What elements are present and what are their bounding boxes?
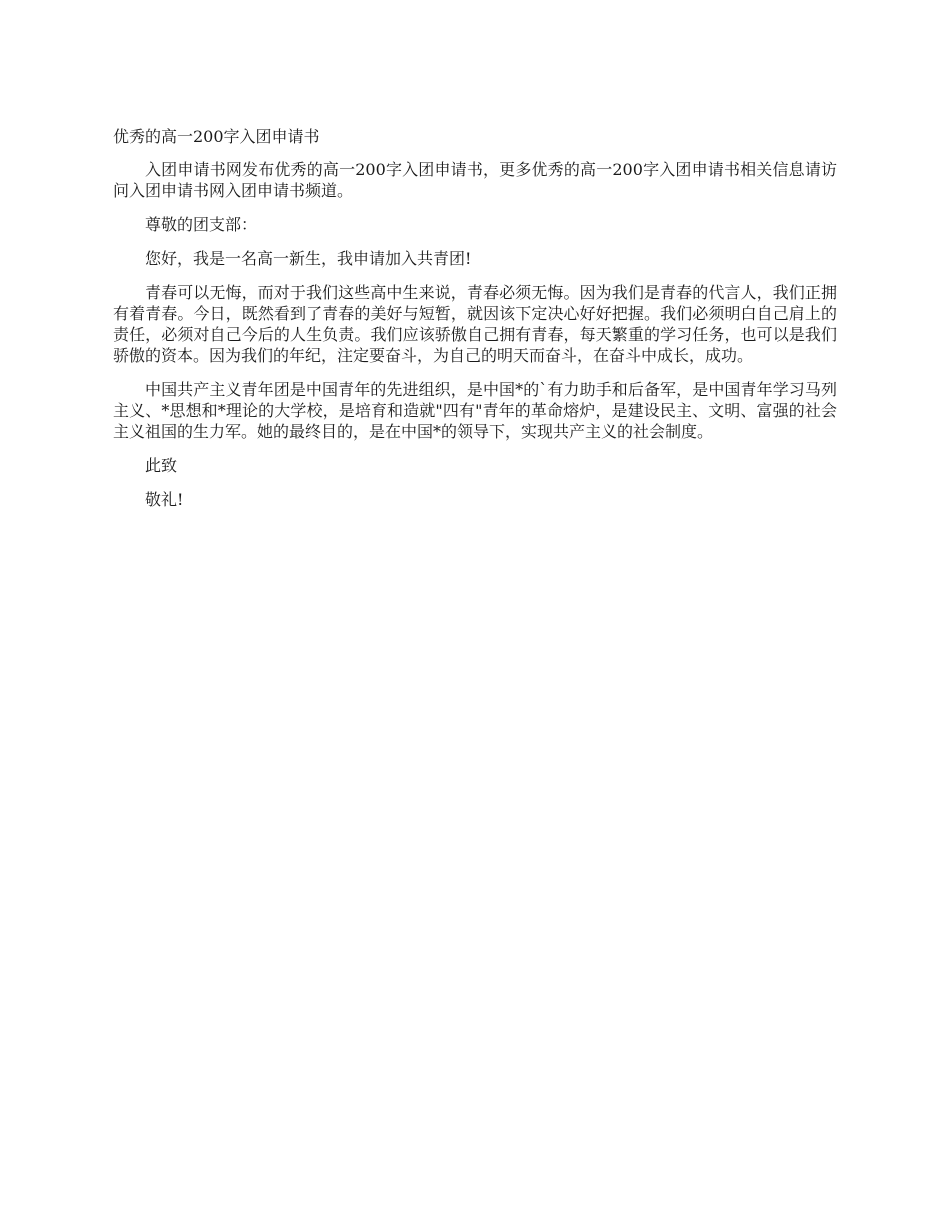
- closing-line: 此致: [145, 456, 178, 475]
- body-paragraph-league: 中国共产主义青年团是中国青年的先进组织，是中国*的`有力助手和后备军，是中国青年学习马列主义、*思想和*理论的大学校，是培育和造就"四有"青年的革命熔炉，是建设民主、文明、富强的社会主义祖国的生力军。她的最终目的，是在中国*的领导下，实现共产主义的社会制度。: [113, 380, 837, 441]
- closing-regards: 敬礼!: [145, 490, 184, 509]
- salutation: 尊敬的团支部：: [145, 215, 258, 234]
- intro-paragraph: 入团申请书网发布优秀的高一200字入团申请书，更多优秀的高一200字入团申请书相关信息请访问入团申请书网入团申请书频道。: [113, 160, 837, 200]
- document-body: [113, 126, 837, 523]
- greeting-paragraph: 您好，我是一名高一新生，我申请加入共青团!: [145, 249, 472, 268]
- document-title: 优秀的高一200字入团申请书: [113, 127, 320, 146]
- body-paragraph-youth: 青春可以无悔，而对于我们这些高中生来说，青春必须无悔。因为我们是青春的代言人，我们正拥有着青春。今日，既然看到了青春的美好与短暂，就因该下定决心好好把握。我们必须明白自己肩上的责任，必须对自己今后的人生负责。我们应该骄傲自己拥有青春，每天繁重的学习任务，也可以是我们骄傲的资本。因为我们的年纪，注定要奋斗，为自己的明天而奋斗，在奋斗中成长，成功。: [113, 283, 837, 365]
